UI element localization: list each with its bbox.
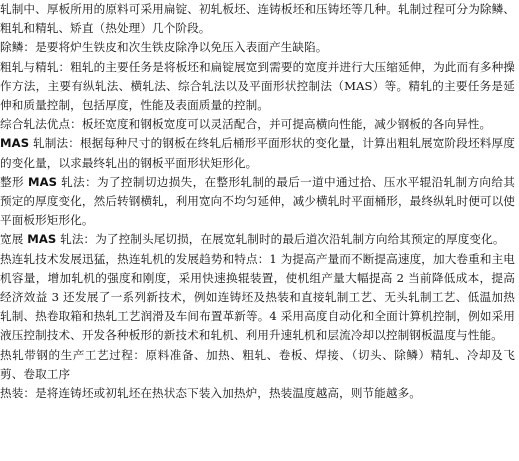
mas-term: MAS xyxy=(27,232,57,247)
paragraph-rough-finish-rolling-text: 粗轧与精轧：粗轧的主要任务是将板坯和扁锭展宽到需要的宽度并进行大压缩延伸，为此而有多种操作方法，主要有纵轧法、横轧法、综合轧法以及平面形状控制法（MAS）等。精轧的主要任务是延伸和质量控制，包括厚度，性能及表面质量的控制。 xyxy=(0,59,515,113)
paragraph-broadside-mas-text: 轧法：为了控制头尾切损，在展宽轧制时的最后道次沿轧制方向给其预定的厚度变化。 xyxy=(56,232,505,247)
paragraph-combined-method-advantage xyxy=(0,115,515,134)
paragraph-broadside-mas-lead: 宽展 xyxy=(0,232,28,247)
paragraph-descaling-text: 除鳞：是要将炉生铁皮和次生铁皮除净以免压入表面产生缺陷。 xyxy=(0,40,328,55)
paragraph-intro xyxy=(0,0,515,38)
paragraph-shaping-mas-text: 轧法：为了控制切边损失，在整形轧制的最后一道中通过拾、压水平辊沿轧制方向给其预定的厚度变化，然后转钢横轧，利用宽向不均匀延伸，减少横轧时平面桶形，最终纵轧时便可以使平面板形矩形化。 xyxy=(0,174,515,228)
paragraph-hot-charging xyxy=(0,384,515,403)
paragraph-intro-text: 轧制中、厚板所用的原料可采用扁锭、初轧板坯、连铸板坯和压铸坯等几种。轧制过程可分为除鳞、粗轧和精轧、矫直（热处理）几个阶段。 xyxy=(0,2,515,36)
paragraph-strip-production-process xyxy=(0,346,515,384)
paragraph-shaping-mas xyxy=(0,173,515,231)
paragraph-mas-method xyxy=(0,134,515,172)
paragraph-mas-method-text: 轧制法：根据每种尺寸的钢板在终轧后桶形平面形状的变化量，计算出粗轧展宽阶段坯料厚度的变化量，以求最终轧出的钢板平面形状矩形化。 xyxy=(0,136,515,170)
paragraph-descaling xyxy=(0,38,515,57)
paragraph-combined-method-advantage-text: 综合轧法优点：板坯宽度和钢板宽度可以灵活配合，并可提高横向性能，减少钢板的各向异性。 xyxy=(0,117,492,132)
mas-term: MAS xyxy=(27,174,58,189)
mas-term: MAS xyxy=(0,136,30,151)
paragraph-hot-rolling-trend xyxy=(0,250,515,346)
paragraph-rough-finish-rolling xyxy=(0,58,515,116)
paragraph-strip-production-process-text: 热轧带钢的生产工艺过程：原料准备、加热、粗轧、卷板、焊接、（切头、除鳞）精轧、冷却及飞剪、卷取工序 xyxy=(0,347,515,381)
paragraph-hot-charging-text: 热装：是将连铸坯或初轧坯在热状态下装入加热炉，热装温度越高，则节能越多。 xyxy=(0,386,421,401)
paragraph-shaping-mas-lead: 整形 xyxy=(0,174,28,189)
paragraph-broadside-mas xyxy=(0,230,515,249)
paragraph-hot-rolling-trend-text: 热连轧技术发展迅猛，热连轧机的发展趋势和特点：1 为提高产量而不断提高速度，加大卷重和主电机容量，增加轧机的强度和刚度，采用快速换辊装置，使机组产量大幅提高 2 当前降低成本，提高经济效益 3 还发展了一系列新技术，例如连铸坯及热装和直接轧制工艺、无头轧制工艺、低温加热轧制、热卷取箱和热轧工艺润滑及车间布置革新等。4 采用高度自动化和全面计算机控制，例如采用液压控制技术、开发各种板形的新技术和轧机、利用升速轧机和层流冷却以控制钢板温度与性能。 xyxy=(0,251,515,343)
